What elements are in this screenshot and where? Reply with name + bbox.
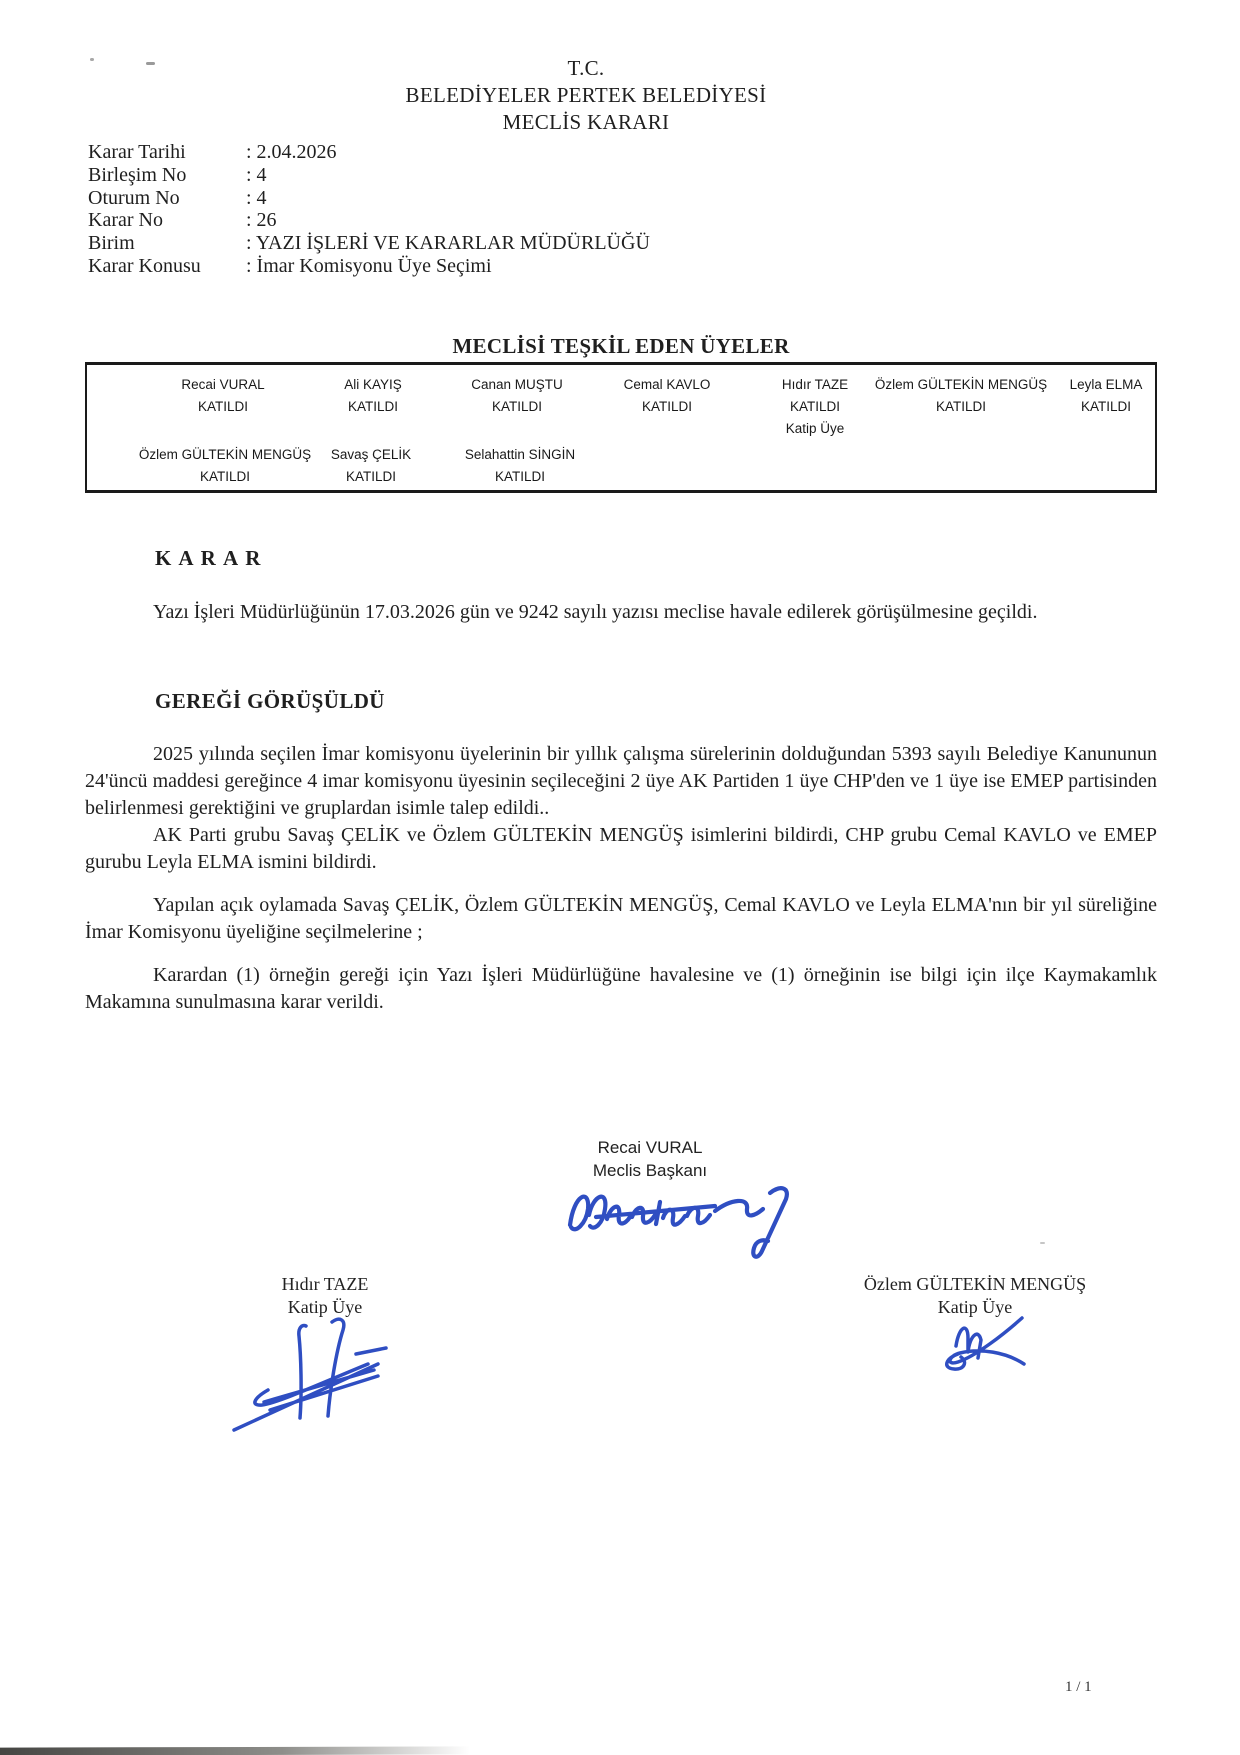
member-cell xyxy=(1070,374,1143,418)
body-paragraph: Karardan (1) örneğin gereği için Yazı İşleri Müdürlüğüne havalesine ve (1) örneğinin ise bilgi için ilçe Kaymakamlık Makamına sunulmasına karar verildi. xyxy=(85,964,1157,1013)
clerk-right-signature xyxy=(928,1312,1043,1374)
meta-label: Oturum No xyxy=(88,186,180,209)
member-cell xyxy=(471,374,563,418)
president-signature xyxy=(563,1170,825,1262)
member-status: KATILDI xyxy=(641,399,692,414)
member-name: Özlem GÜLTEKİN MENGÜŞ xyxy=(138,447,312,462)
meta-row-karar-konusu xyxy=(88,255,650,278)
meta-label: Birim xyxy=(88,232,135,255)
member-status: KATILDI xyxy=(1080,399,1132,414)
member-name: Canan MUŞTU xyxy=(471,377,563,392)
header-doc-type: MECLİS KARARI xyxy=(502,110,670,134)
meta-row-karar-tarihi xyxy=(88,141,650,164)
meta-value: : 4 xyxy=(246,163,267,186)
meta-row-birim xyxy=(88,232,650,255)
member-name: Leyla ELMA xyxy=(1069,377,1143,392)
clerk-left-title: Katip Üye xyxy=(287,1297,363,1317)
member-status: KATILDI xyxy=(491,399,542,414)
member-cell xyxy=(875,374,1047,418)
document-header xyxy=(0,55,1172,136)
clerk-right-name: Özlem GÜLTEKİN MENGÜŞ xyxy=(863,1274,1087,1294)
body-paragraph: Yapılan açık oylamada Savaş ÇELİK, Özlem GÜLTEKİN MENGÜŞ, Cemal KAVLO ve Leyla ELMA'nın bir yıl süreliğine İmar Komisyonu üyeliğine seçilmelerine ; xyxy=(85,894,1157,943)
body-paragraph: AK Parti grubu Savaş ÇELİK ve Özlem GÜLTEKİN MENGÜŞ isimlerini bildirdi, CHP grubu Cemal KAVLO ve EMEP gurubu Leyla ELMA ismini bildirdi. xyxy=(85,824,1157,873)
member-name: Recai VURAL xyxy=(181,377,265,392)
member-cell xyxy=(331,444,411,488)
clerk-left-signature xyxy=(228,1312,400,1437)
meta-label: Birleşim No xyxy=(88,163,187,186)
member-name: Selahattin SİNGİN xyxy=(464,447,576,462)
member-name: Özlem GÜLTEKİN MENGÜŞ xyxy=(874,377,1048,392)
meta-row-karar-no xyxy=(88,209,650,232)
header-country: T.C. xyxy=(567,56,605,80)
president-name: Recai VURAL xyxy=(597,1138,703,1157)
intro-paragraph: Yazı İşleri Müdürlüğünün 17.03.2026 gün ve 9242 sayılı yazısı meclise havale edilerek görüşülmesine geçildi. xyxy=(153,601,1038,623)
meta-label: Karar Tarihi xyxy=(88,141,186,163)
decision-paragraphs xyxy=(85,741,1157,1016)
meta-row-oturum-no xyxy=(88,187,650,210)
meta-value: : 2.04.2026 xyxy=(246,141,337,163)
members-section-title: MECLİSİ TEŞKİL EDEN ÜYELER xyxy=(452,334,790,358)
meta-value: : İmar Komisyonu Üye Seçimi xyxy=(246,254,492,277)
member-name: Savaş ÇELİK xyxy=(330,447,412,462)
meta-value: : 4 xyxy=(246,186,267,209)
member-cell xyxy=(782,374,848,440)
member-name: Ali KAYIŞ xyxy=(344,377,402,392)
member-status: KATILDI xyxy=(199,469,250,484)
meta-value: : YAZI İŞLERİ VE KARARLAR MÜDÜRLÜĞÜ xyxy=(246,232,650,255)
president-title: Meclis Başkanı xyxy=(592,1161,708,1180)
member-cell xyxy=(624,374,711,418)
member-cell xyxy=(181,374,264,418)
member-role: Katip Üye xyxy=(785,421,845,436)
page-number: 1 / 1 xyxy=(1065,1679,1092,1695)
meta-label: Karar No xyxy=(88,209,163,232)
body-paragraph: 2025 yılında seçilen İmar komisyonu üyelerinin bir yıllık çalışma sürelerinin dolduğundan 5393 sayılı Belediye Kanununun 24'üncü maddesi gereğince 4 imar komisyonu üyesinin seçileceğini 2 üye AK Partiden 1 üye CHP'den ve 1 üye ise EMEP partisinden belirlenmesi gerektiğini ve gruplardan isimle talep edildi.. xyxy=(85,743,1157,819)
meta-value: : 26 xyxy=(246,209,277,232)
member-cell xyxy=(465,444,575,488)
member-status: KATILDI xyxy=(494,469,545,484)
geregi-gorusuldu-heading: GEREĞİ GÖRÜŞÜLDÜ xyxy=(155,689,385,713)
member-cell xyxy=(344,374,402,418)
clerk-left-name: Hıdır TAZE xyxy=(281,1274,369,1294)
member-name: Hıdır TAZE xyxy=(781,377,849,392)
scan-edge-shadow xyxy=(0,1746,470,1755)
member-name: Cemal KAVLO xyxy=(623,377,711,392)
members-table xyxy=(85,362,1157,493)
decision-metadata xyxy=(88,141,650,278)
member-status: KATILDI xyxy=(935,399,986,414)
karar-heading: K A R A R xyxy=(155,546,262,570)
member-cell xyxy=(139,444,311,488)
scan-speck xyxy=(1040,1242,1045,1244)
member-status: KATILDI xyxy=(345,469,397,484)
header-municipality: BELEDİYELER PERTEK BELEDİYESİ xyxy=(405,83,767,107)
clerk-right-title: Katip Üye xyxy=(937,1297,1013,1317)
member-status: KATILDI xyxy=(347,399,398,414)
meta-row-birlesim-no xyxy=(88,164,650,187)
meta-label: Karar Konusu xyxy=(88,254,201,277)
member-status: KATILDI xyxy=(197,399,248,414)
member-status: KATILDI xyxy=(789,399,841,414)
